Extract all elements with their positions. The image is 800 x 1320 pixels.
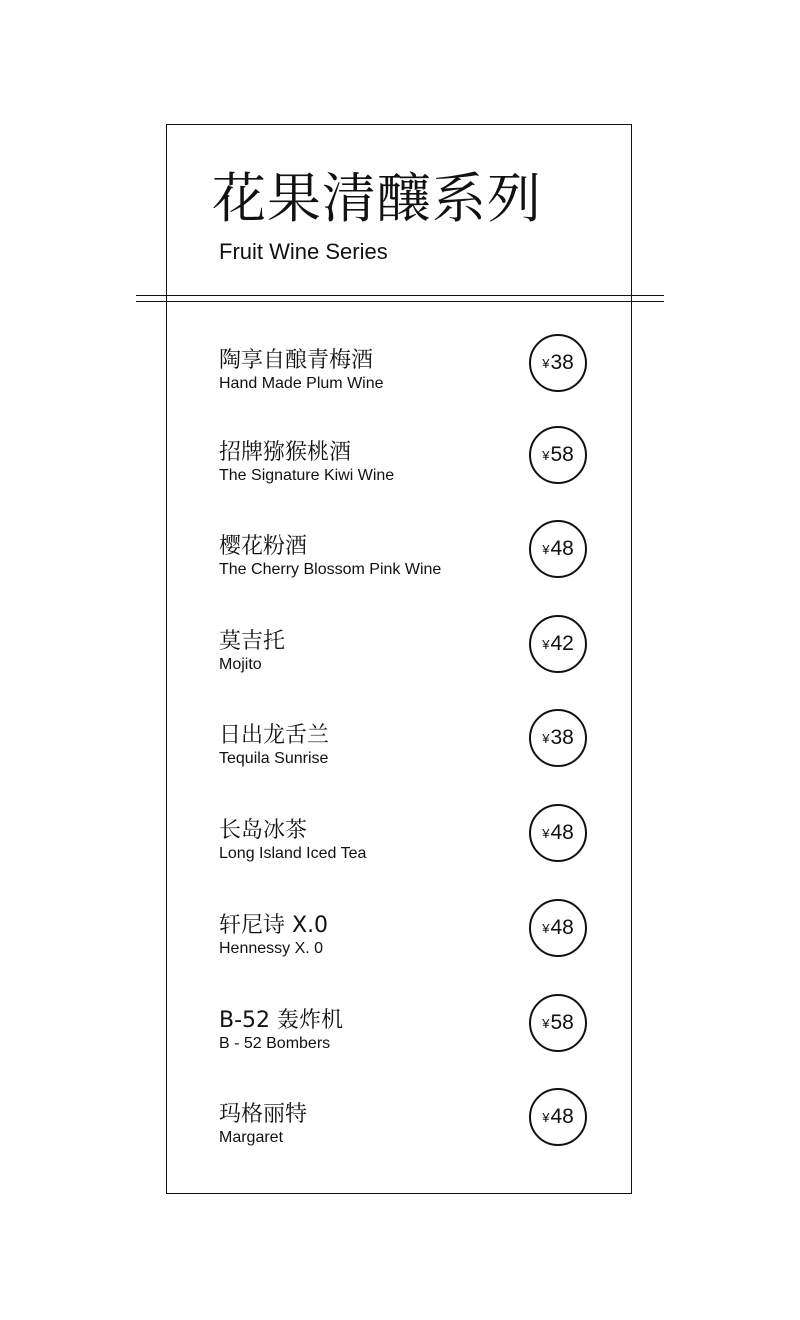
menu-subtitle: Fruit Wine Series	[219, 239, 388, 264]
price-value: 58	[550, 443, 574, 466]
currency-symbol: ¥	[542, 921, 550, 936]
item-name-zh: 招牌猕猴桃酒	[219, 440, 352, 465]
header-divider-bottom	[136, 301, 664, 302]
menu-title: 花果清釀系列	[212, 167, 542, 230]
currency-symbol: ¥	[542, 542, 550, 557]
item-name-en: B - 52 Bombers	[219, 1035, 331, 1052]
menu-item-b52-bombers	[219, 1008, 594, 1072]
item-name-en: The Signature Kiwi Wine	[219, 467, 395, 484]
item-name-zh: 轩尼诗 X.0	[219, 913, 329, 938]
item-name-zh: 陶享自酿青梅酒	[219, 348, 374, 373]
menu-item-plum-wine	[219, 348, 594, 412]
item-name-en: Margaret	[219, 1129, 284, 1146]
item-name-zh: 长岛冰茶	[219, 818, 308, 843]
price-badge	[529, 426, 587, 484]
item-name-en: Hand Made Plum Wine	[219, 375, 384, 392]
price-value: 38	[550, 726, 574, 749]
price-badge	[529, 899, 587, 957]
item-name-en: Long Island Iced Tea	[219, 845, 367, 862]
price-badge	[529, 709, 587, 767]
header-divider-top	[136, 295, 664, 296]
price-value: 48	[550, 916, 574, 939]
currency-symbol: ¥	[542, 637, 550, 652]
price-value: 58	[550, 1011, 574, 1034]
menu-item-long-island-iced-tea	[219, 818, 594, 882]
currency-symbol: ¥	[542, 826, 550, 841]
item-name-zh: 莫吉托	[219, 629, 286, 654]
item-name-zh: B-52 轰炸机	[219, 1008, 344, 1033]
menu-item-margaret	[219, 1102, 594, 1166]
item-name-zh: 玛格丽特	[219, 1102, 308, 1127]
item-name-en: Tequila Sunrise	[219, 750, 329, 767]
price-value: 48	[550, 1105, 574, 1128]
price-badge	[529, 615, 587, 673]
currency-symbol: ¥	[542, 448, 550, 463]
price-badge	[529, 1088, 587, 1146]
menu-item-tequila-sunrise	[219, 723, 594, 787]
currency-symbol: ¥	[542, 1016, 550, 1031]
item-name-en: Mojito	[219, 656, 262, 673]
menu-item-mojito	[219, 629, 594, 693]
price-badge	[529, 994, 587, 1052]
currency-symbol: ¥	[542, 356, 550, 371]
price-value: 48	[550, 537, 574, 560]
item-name-zh: 日出龙舌兰	[219, 723, 330, 748]
item-name-zh: 樱花粉酒	[219, 534, 308, 559]
price-badge	[529, 804, 587, 862]
price-badge	[529, 334, 587, 392]
currency-symbol: ¥	[542, 1110, 550, 1125]
menu-item-cherry-blossom-wine	[219, 534, 594, 598]
price-badge	[529, 520, 587, 578]
price-value: 38	[550, 351, 574, 374]
price-value: 48	[550, 821, 574, 844]
currency-symbol: ¥	[542, 731, 550, 746]
price-value: 42	[550, 632, 574, 655]
menu-item-kiwi-wine	[219, 440, 594, 504]
item-name-en: Hennessy X. 0	[219, 940, 324, 957]
menu-item-hennessy-xo	[219, 913, 594, 977]
item-name-en: The Cherry Blossom Pink Wine	[219, 561, 442, 578]
